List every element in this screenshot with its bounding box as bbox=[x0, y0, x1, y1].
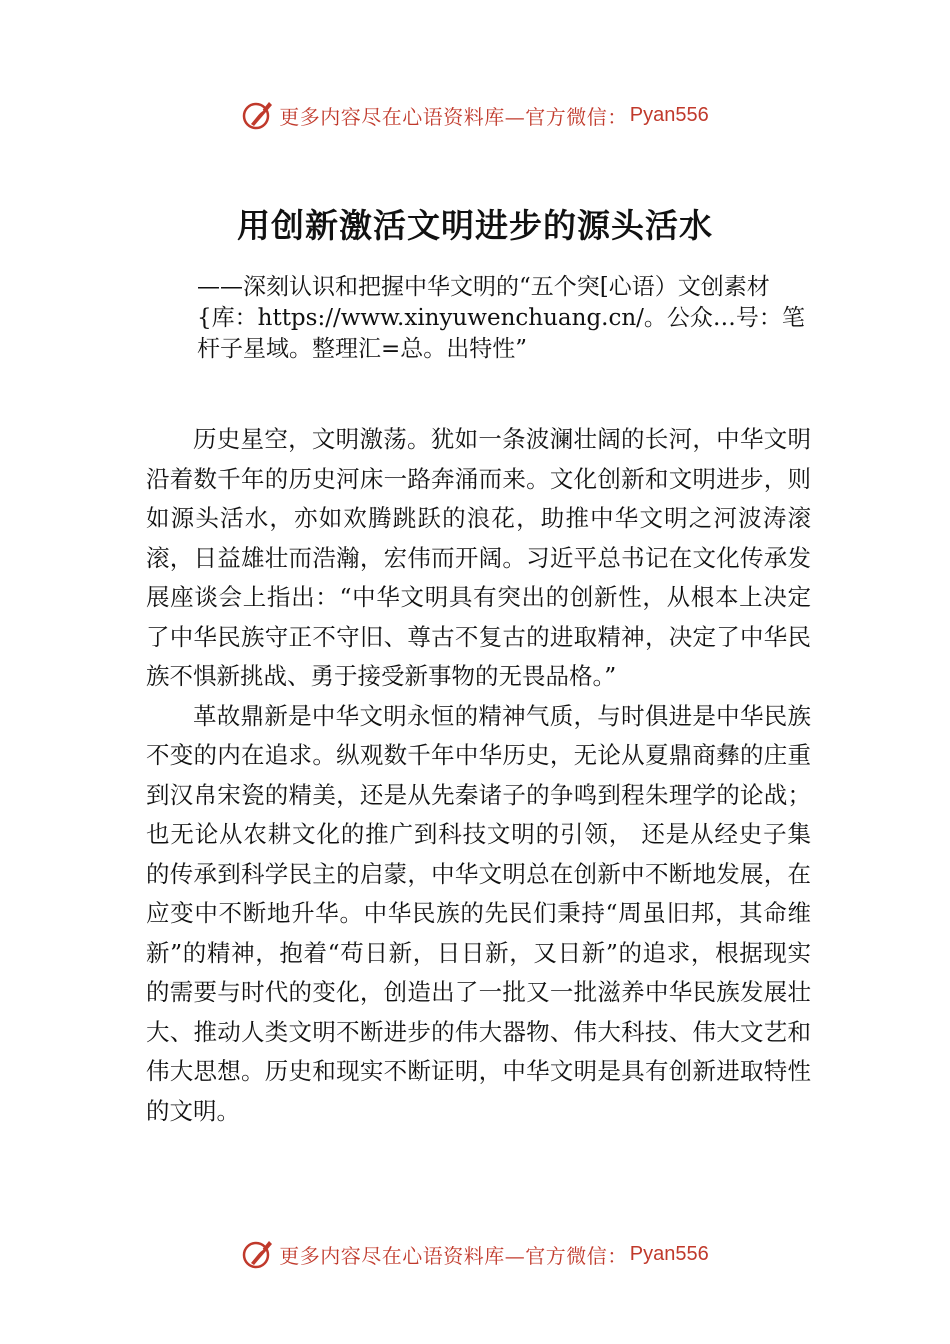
header-wechat-id: Pyan556 bbox=[629, 103, 709, 126]
quill-logo-icon bbox=[241, 1237, 275, 1271]
quill-logo-icon bbox=[241, 98, 275, 132]
header-banner-text: 更多内容尽在心语资料库—官方微信： bbox=[279, 104, 628, 129]
body-paragraph-2: 革故鼎新是中华文明永恒的精神气质，与时俱进是中华民族不变的内在追求。纵观数千年中华历史，无论从夏鼎商彝的庄重到汉帛宋瓷的精美，还是从先秦诸子的争鸣到程朱理学的论战；也无论从农耕文化的推广到科技文明的引领， 还是从经史子集的传承到科学民主的启蒙，中华文明总在创新中不断地发展，在应变中不断地升华。中华民族的先民们秉持“周虽旧邦，其命维新”的精神，抱着“苟日新，日日新，又日新”的追求，根据现实的需要与时代的变化，创造出了一批又一批滋养中华民族发展壮大、推动人类文明不断进步的伟大器物、伟大科技、伟大文艺和伟大思想。历史和现实不断证明，中华文明是具有创新进取特性的文明。 bbox=[146, 701, 811, 1125]
document-title: 用创新激活文明进步的源头活水 bbox=[237, 206, 713, 245]
document-body bbox=[146, 420, 811, 1131]
body-paragraph-1: 历史星空，文明激荡。犹如一条波澜壮阔的长河，中华文明沿着数千年的历史河床一路奔涌而来。文化创新和文明进步，则如源头活水，亦如欢腾跳跃的浪花，助推中华文明之河波涛滚滚，日益雄壮而浩瀚，宏伟而开阔。习近平总书记在文化传承发展座谈会上指出：“中华文明具有突出的创新性，从根本上决定了中华民族守正不守旧、尊古不复古的进取精神，决定了中华民族不惧新挑战、勇于接受新事物的无畏品格。” bbox=[146, 425, 811, 690]
footer-wechat-id: Pyan556 bbox=[629, 1242, 709, 1265]
footer-watermark-banner bbox=[0, 1234, 950, 1274]
footer-banner-text: 更多内容尽在心语资料库—官方微信： bbox=[279, 1243, 628, 1268]
document-subtitle: ——深刻认识和把握中华文明的“五个突[心语）文创素材{库：https://www.xinyuwenchuang.cn/。公众…号：笔杆子星域。整理汇=总。出特性” bbox=[197, 274, 805, 362]
header-watermark-banner bbox=[0, 95, 950, 135]
